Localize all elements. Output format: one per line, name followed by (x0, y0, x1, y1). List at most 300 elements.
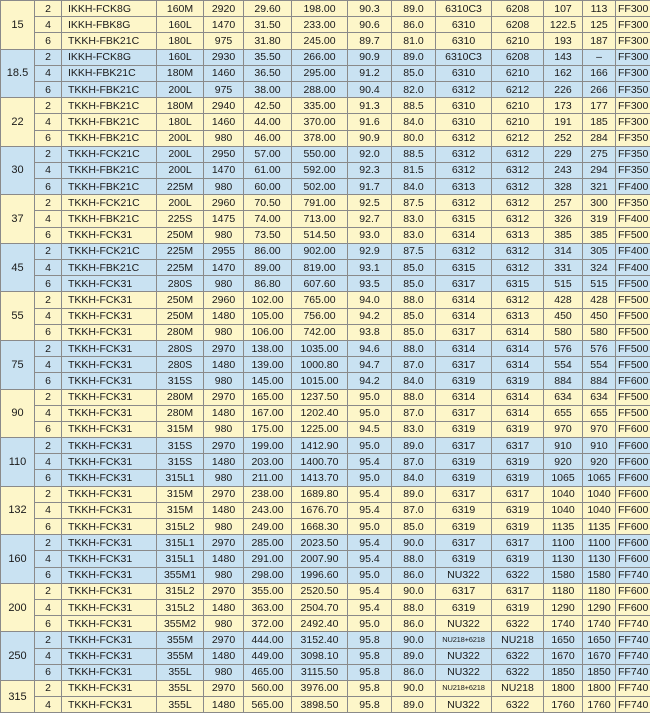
weight-b-cell: 1760 (583, 697, 616, 713)
frame-cell: 355L (157, 697, 204, 713)
power-factor-cell: 84.0 (392, 114, 436, 130)
torque-cell: 765.00 (292, 292, 348, 308)
torque-cell: 233.00 (292, 17, 348, 33)
efficiency-cell: 92.5 (348, 195, 392, 211)
speed-cell: 1460 (204, 114, 244, 130)
poles-cell: 6 (35, 616, 62, 632)
frame-cell: 200L (157, 195, 204, 211)
efficiency-cell: 95.0 (348, 389, 392, 405)
model-cell: TKKH-FCK31 (62, 551, 157, 567)
efficiency-cell: 90.9 (348, 130, 392, 146)
flange-cell: FF500 (616, 340, 650, 356)
table-row (1, 567, 650, 583)
weight-b-cell: 634 (583, 389, 616, 405)
current-cell: 249.00 (244, 519, 292, 535)
speed-cell: 1460 (204, 65, 244, 81)
bearing-de-cell: 6319 (436, 502, 492, 518)
bearing-de-cell: 6319 (436, 421, 492, 437)
efficiency-cell: 94.7 (348, 357, 392, 373)
poles-cell: 2 (35, 146, 62, 162)
table-row (1, 664, 650, 680)
bearing-de-cell: 6314 (436, 227, 492, 243)
weight-b-cell: 655 (583, 405, 616, 421)
current-cell: 355.00 (244, 583, 292, 599)
poles-cell: 6 (35, 179, 62, 195)
torque-cell: 3976.00 (292, 680, 348, 696)
speed-cell: 2970 (204, 389, 244, 405)
flange-cell: FF600 (616, 470, 650, 486)
table-row (1, 114, 650, 130)
current-cell: 74.00 (244, 211, 292, 227)
power-kw-cell: 250 (1, 632, 35, 681)
poles-cell: 4 (35, 211, 62, 227)
bearing-nde-cell: 6317 (492, 583, 544, 599)
poles-cell: 4 (35, 502, 62, 518)
poles-cell: 6 (35, 373, 62, 389)
model-cell: TKKH-FCK31 (62, 486, 157, 502)
power-kw-cell: 315 (1, 680, 35, 712)
power-kw-cell: 45 (1, 243, 35, 292)
table-row (1, 486, 650, 502)
poles-cell: 2 (35, 292, 62, 308)
flange-cell: FF400 (616, 260, 650, 276)
model-cell: TKKH-FCK31 (62, 680, 157, 696)
table-row (1, 146, 650, 162)
frame-cell: 280S (157, 357, 204, 373)
bearing-nde-cell: 6319 (492, 599, 544, 615)
poles-cell: 2 (35, 632, 62, 648)
weight-a-cell: 1100 (544, 535, 583, 551)
current-cell: 89.00 (244, 260, 292, 276)
torque-cell: 1035.00 (292, 340, 348, 356)
bearing-nde-cell: 6312 (492, 179, 544, 195)
weight-b-cell: 1740 (583, 616, 616, 632)
weight-b-cell: 1130 (583, 551, 616, 567)
flange-cell: FF300 (616, 49, 650, 65)
speed-cell: 980 (204, 421, 244, 437)
power-factor-cell: 89.0 (392, 49, 436, 65)
bearing-de-cell: 6317 (436, 324, 492, 340)
speed-cell: 2970 (204, 438, 244, 454)
flange-cell: FF500 (616, 405, 650, 421)
power-factor-cell: 85.0 (392, 260, 436, 276)
speed-cell: 2970 (204, 583, 244, 599)
power-factor-cell: 87.0 (392, 357, 436, 373)
bearing-nde-cell: 6322 (492, 697, 544, 713)
efficiency-cell: 95.4 (348, 583, 392, 599)
model-cell: TKKH-FBK21C (62, 114, 157, 130)
efficiency-cell: 95.8 (348, 648, 392, 664)
model-cell: TKKH-FCK31 (62, 648, 157, 664)
model-cell: TKKH-FCK31 (62, 454, 157, 470)
bearing-nde-cell: 6314 (492, 389, 544, 405)
speed-cell: 980 (204, 519, 244, 535)
model-cell: TKKH-FCK31 (62, 583, 157, 599)
power-kw-cell: 75 (1, 340, 35, 389)
bearing-de-cell: 6310 (436, 17, 492, 33)
frame-cell: 225M (157, 179, 204, 195)
power-factor-cell: 89.0 (392, 486, 436, 502)
power-factor-cell: 85.0 (392, 276, 436, 292)
poles-cell: 4 (35, 551, 62, 567)
model-cell: TKKH-FBK21C (62, 33, 157, 49)
frame-cell: 315L1 (157, 535, 204, 551)
bearing-de-cell: 6310C3 (436, 49, 492, 65)
flange-cell: FF300 (616, 98, 650, 114)
table-body (1, 1, 650, 713)
table-row (1, 583, 650, 599)
efficiency-cell: 94.2 (348, 373, 392, 389)
speed-cell: 975 (204, 81, 244, 97)
weight-a-cell: 1180 (544, 583, 583, 599)
torque-cell: 370.00 (292, 114, 348, 130)
torque-cell: 2492.40 (292, 616, 348, 632)
model-cell: TKKH-FCK31 (62, 324, 157, 340)
power-factor-cell: 86.0 (392, 616, 436, 632)
current-cell: 86.00 (244, 243, 292, 259)
bearing-nde-cell: 6315 (492, 276, 544, 292)
table-row (1, 599, 650, 615)
weight-a-cell: 1290 (544, 599, 583, 615)
weight-a-cell: 1760 (544, 697, 583, 713)
flange-cell: FF600 (616, 438, 650, 454)
current-cell: 38.00 (244, 81, 292, 97)
poles-cell: 4 (35, 17, 62, 33)
speed-cell: 2970 (204, 340, 244, 356)
speed-cell: 980 (204, 130, 244, 146)
flange-cell: FF500 (616, 292, 650, 308)
bearing-de-cell: 6313 (436, 179, 492, 195)
frame-cell: 355M1 (157, 567, 204, 583)
frame-cell: 200L (157, 81, 204, 97)
current-cell: 199.00 (244, 438, 292, 454)
model-cell: TKKH-FCK31 (62, 292, 157, 308)
bearing-de-cell: 6314 (436, 340, 492, 356)
speed-cell: 1470 (204, 17, 244, 33)
bearing-de-cell: NU322 (436, 567, 492, 583)
speed-cell: 980 (204, 276, 244, 292)
current-cell: 29.60 (244, 1, 292, 17)
weight-b-cell: 187 (583, 33, 616, 49)
table-row (1, 162, 650, 178)
bearing-nde-cell: 6322 (492, 648, 544, 664)
poles-cell: 2 (35, 243, 62, 259)
weight-a-cell: 920 (544, 454, 583, 470)
table-row (1, 243, 650, 259)
speed-cell: 980 (204, 470, 244, 486)
speed-cell: 980 (204, 179, 244, 195)
bearing-de-cell: NU322 (436, 648, 492, 664)
current-cell: 42.50 (244, 98, 292, 114)
efficiency-cell: 93.1 (348, 260, 392, 276)
poles-cell: 6 (35, 519, 62, 535)
torque-cell: 607.60 (292, 276, 348, 292)
bearing-nde-cell: 6210 (492, 98, 544, 114)
poles-cell: 4 (35, 357, 62, 373)
bearing-nde-cell: 6319 (492, 454, 544, 470)
bearing-nde-cell: 6210 (492, 65, 544, 81)
model-cell: TKKH-FCK21C (62, 195, 157, 211)
torque-cell: 2520.50 (292, 583, 348, 599)
weight-b-cell: 1800 (583, 680, 616, 696)
torque-cell: 288.00 (292, 81, 348, 97)
frame-cell: 315M (157, 421, 204, 437)
bearing-de-cell: 6317 (436, 276, 492, 292)
model-cell: TKKH-FBK21C (62, 162, 157, 178)
poles-cell: 6 (35, 664, 62, 680)
efficiency-cell: 90.6 (348, 17, 392, 33)
poles-cell: 2 (35, 486, 62, 502)
power-factor-cell: 83.0 (392, 227, 436, 243)
speed-cell: 980 (204, 324, 244, 340)
speed-cell: 980 (204, 664, 244, 680)
efficiency-cell: 95.0 (348, 567, 392, 583)
weight-a-cell: 970 (544, 421, 583, 437)
table-row (1, 211, 650, 227)
weight-b-cell: 1135 (583, 519, 616, 535)
efficiency-cell: 90.4 (348, 81, 392, 97)
bearing-de-cell: 6312 (436, 195, 492, 211)
flange-cell: FF740 (616, 664, 650, 680)
flange-cell: FF400 (616, 179, 650, 195)
bearing-nde-cell: 6314 (492, 324, 544, 340)
weight-b-cell: 428 (583, 292, 616, 308)
efficiency-cell: 95.4 (348, 599, 392, 615)
poles-cell: 6 (35, 130, 62, 146)
poles-cell: 4 (35, 697, 62, 713)
power-factor-cell: 88.0 (392, 292, 436, 308)
weight-a-cell: 243 (544, 162, 583, 178)
weight-b-cell: 1580 (583, 567, 616, 583)
weight-a-cell: 326 (544, 211, 583, 227)
table-row (1, 340, 650, 356)
speed-cell: 2970 (204, 680, 244, 696)
efficiency-cell: 90.3 (348, 1, 392, 17)
torque-cell: 550.00 (292, 146, 348, 162)
speed-cell: 2970 (204, 535, 244, 551)
weight-a-cell: 554 (544, 357, 583, 373)
efficiency-cell: 95.8 (348, 664, 392, 680)
weight-b-cell: 970 (583, 421, 616, 437)
table-row (1, 98, 650, 114)
frame-cell: 160L (157, 49, 204, 65)
frame-cell: 315S (157, 454, 204, 470)
weight-a-cell: 450 (544, 308, 583, 324)
bearing-nde-cell: 6314 (492, 340, 544, 356)
efficiency-cell: 95.4 (348, 551, 392, 567)
torque-cell: 502.00 (292, 179, 348, 195)
current-cell: 211.00 (244, 470, 292, 486)
current-cell: 465.00 (244, 664, 292, 680)
speed-cell: 1480 (204, 405, 244, 421)
power-factor-cell: 81.5 (392, 162, 436, 178)
weight-a-cell: 107 (544, 1, 583, 17)
efficiency-cell: 91.3 (348, 98, 392, 114)
torque-cell: 1015.00 (292, 373, 348, 389)
poles-cell: 6 (35, 470, 62, 486)
poles-cell: 4 (35, 405, 62, 421)
power-factor-cell: 89.0 (392, 648, 436, 664)
speed-cell: 980 (204, 227, 244, 243)
flange-cell: FF600 (616, 599, 650, 615)
model-cell: TKKH-FCK31 (62, 470, 157, 486)
speed-cell: 2960 (204, 195, 244, 211)
speed-cell: 1480 (204, 599, 244, 615)
weight-b-cell: 1650 (583, 632, 616, 648)
current-cell: 106.00 (244, 324, 292, 340)
speed-cell: 1480 (204, 454, 244, 470)
frame-cell: 280S (157, 276, 204, 292)
bearing-de-cell: 6310 (436, 65, 492, 81)
poles-cell: 6 (35, 227, 62, 243)
efficiency-cell: 94.0 (348, 292, 392, 308)
model-cell: TKKH-FCK31 (62, 389, 157, 405)
efficiency-cell: 91.6 (348, 114, 392, 130)
torque-cell: 245.00 (292, 33, 348, 49)
torque-cell: 1202.40 (292, 405, 348, 421)
bearing-de-cell: 6312 (436, 130, 492, 146)
efficiency-cell: 95.0 (348, 470, 392, 486)
weight-b-cell: 450 (583, 308, 616, 324)
torque-cell: 742.00 (292, 324, 348, 340)
speed-cell: 980 (204, 616, 244, 632)
weight-a-cell: 122.5 (544, 17, 583, 33)
table-row (1, 130, 650, 146)
frame-cell: 315M (157, 486, 204, 502)
bearing-de-cell: 6319 (436, 470, 492, 486)
bearing-de-cell: 6310 (436, 98, 492, 114)
power-kw-cell: 200 (1, 583, 35, 632)
frame-cell: 200L (157, 146, 204, 162)
current-cell: 560.00 (244, 680, 292, 696)
current-cell: 363.00 (244, 599, 292, 615)
frame-cell: 280M (157, 324, 204, 340)
bearing-de-cell: 6317 (436, 486, 492, 502)
bearing-de-cell: 6319 (436, 599, 492, 615)
speed-cell: 1470 (204, 162, 244, 178)
bearing-nde-cell: 6212 (492, 130, 544, 146)
flange-cell: FF500 (616, 227, 650, 243)
efficiency-cell: 91.7 (348, 179, 392, 195)
efficiency-cell: 93.5 (348, 276, 392, 292)
frame-cell: 200L (157, 162, 204, 178)
weight-a-cell: 580 (544, 324, 583, 340)
weight-b-cell: 319 (583, 211, 616, 227)
weight-b-cell: 920 (583, 454, 616, 470)
bearing-de-cell: NU322 (436, 697, 492, 713)
flange-cell: FF400 (616, 211, 650, 227)
weight-b-cell: 515 (583, 276, 616, 292)
power-factor-cell: 85.0 (392, 308, 436, 324)
current-cell: 138.00 (244, 340, 292, 356)
poles-cell: 2 (35, 389, 62, 405)
poles-cell: 4 (35, 599, 62, 615)
weight-b-cell: 113 (583, 1, 616, 17)
weight-b-cell: 910 (583, 438, 616, 454)
power-factor-cell: 90.0 (392, 535, 436, 551)
table-row (1, 33, 650, 49)
poles-cell: 6 (35, 324, 62, 340)
weight-a-cell: 1040 (544, 502, 583, 518)
poles-cell: 6 (35, 81, 62, 97)
power-factor-cell: 83.0 (392, 421, 436, 437)
frame-cell: 280M (157, 389, 204, 405)
table-row (1, 292, 650, 308)
power-factor-cell: 85.0 (392, 324, 436, 340)
bearing-de-cell: 6314 (436, 308, 492, 324)
bearing-de-cell: 6312 (436, 146, 492, 162)
power-kw-cell: 22 (1, 98, 35, 147)
frame-cell: 250M (157, 227, 204, 243)
current-cell: 105.00 (244, 308, 292, 324)
table-row (1, 535, 650, 551)
power-kw-cell: 15 (1, 1, 35, 50)
frame-cell: 355M (157, 648, 204, 664)
current-cell: 565.00 (244, 697, 292, 713)
table-row (1, 17, 650, 33)
flange-cell: FF500 (616, 308, 650, 324)
weight-a-cell: 257 (544, 195, 583, 211)
bearing-de-cell: 6312 (436, 81, 492, 97)
efficiency-cell: 89.7 (348, 33, 392, 49)
table-row (1, 324, 650, 340)
model-cell: TKKH-FCK31 (62, 519, 157, 535)
frame-cell: 355M2 (157, 616, 204, 632)
frame-cell: 355M (157, 632, 204, 648)
model-cell: TKKH-FCK31 (62, 357, 157, 373)
model-cell: TKKH-FCK31 (62, 697, 157, 713)
bearing-nde-cell: 6317 (492, 486, 544, 502)
torque-cell: 335.00 (292, 98, 348, 114)
weight-a-cell: 515 (544, 276, 583, 292)
table-row (1, 648, 650, 664)
power-factor-cell: 88.0 (392, 389, 436, 405)
weight-a-cell: 1850 (544, 664, 583, 680)
efficiency-cell: 94.2 (348, 308, 392, 324)
table-row (1, 308, 650, 324)
current-cell: 372.00 (244, 616, 292, 632)
power-factor-cell: 87.5 (392, 243, 436, 259)
speed-cell: 1480 (204, 648, 244, 664)
power-factor-cell: 90.0 (392, 680, 436, 696)
poles-cell: 6 (35, 421, 62, 437)
flange-cell: FF600 (616, 583, 650, 599)
power-factor-cell: 83.0 (392, 211, 436, 227)
bearing-nde-cell: 6313 (492, 308, 544, 324)
flange-cell: FF600 (616, 421, 650, 437)
bearing-nde-cell: 6208 (492, 49, 544, 65)
bearing-nde-cell: 6312 (492, 260, 544, 276)
efficiency-cell: 95.8 (348, 680, 392, 696)
weight-b-cell: 305 (583, 243, 616, 259)
bearing-nde-cell: 6319 (492, 551, 544, 567)
bearing-de-cell: NU218+6218 (436, 632, 492, 648)
bearing-nde-cell: NU218 (492, 680, 544, 696)
efficiency-cell: 95.4 (348, 535, 392, 551)
weight-a-cell: 173 (544, 98, 583, 114)
poles-cell: 2 (35, 680, 62, 696)
table-row (1, 373, 650, 389)
weight-b-cell: 284 (583, 130, 616, 146)
weight-b-cell: – (583, 49, 616, 65)
table-row (1, 276, 650, 292)
model-cell: TKKH-FCK31 (62, 599, 157, 615)
frame-cell: 315L1 (157, 551, 204, 567)
bearing-nde-cell: 6322 (492, 616, 544, 632)
bearing-de-cell: 6317 (436, 357, 492, 373)
flange-cell: FF600 (616, 454, 650, 470)
torque-cell: 2504.70 (292, 599, 348, 615)
